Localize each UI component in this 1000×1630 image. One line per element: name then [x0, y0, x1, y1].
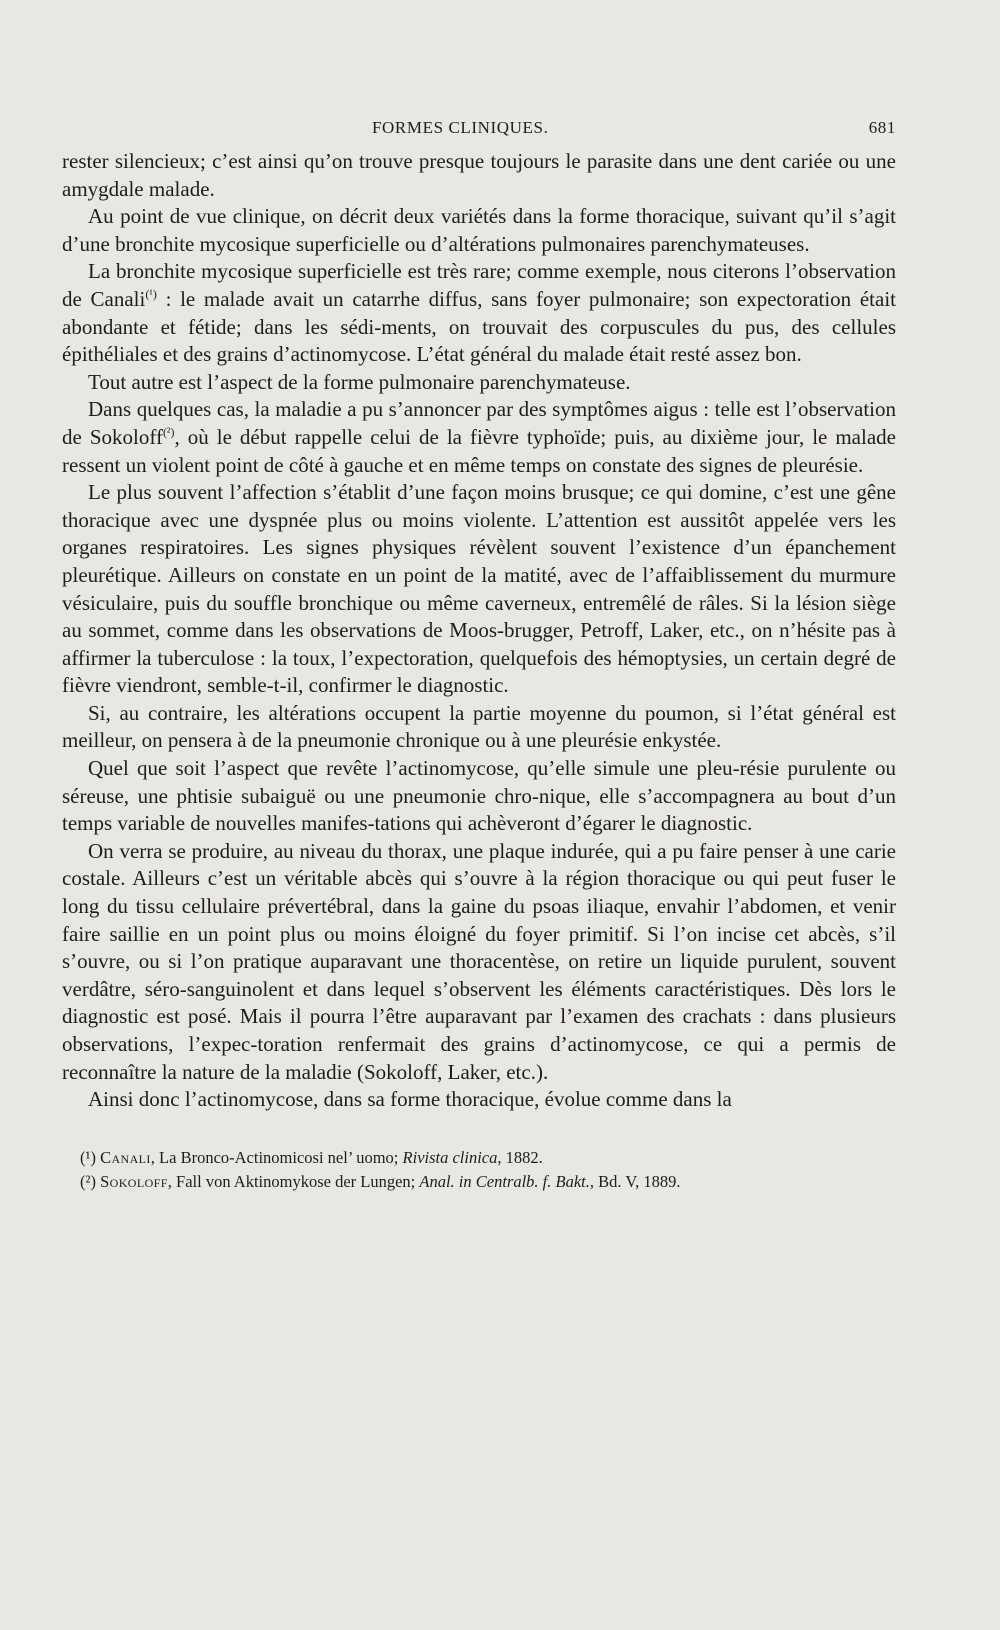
paragraph — [62, 396, 896, 479]
paragraph: Si, au contraire, les altérations occupent la partie moyenne du poumon, si l’état général est meilleur, on pensera à de la pneumonie chronique ou à une pleurésie enkystée. — [62, 700, 896, 753]
footnote-source: Rivista clinica — [402, 1147, 498, 1167]
footnote-ref[interactable]: (¹) — [145, 286, 157, 301]
page-number: 681 — [868, 118, 896, 137]
paragraph-text: La bronchite mycosique superficielle est très rare; comme exemple, nous citerons l’observation de Canali — [62, 259, 896, 311]
footnote-text: , Fall von Aktinomykose der Lungen; — [167, 1171, 420, 1191]
footnote-ref[interactable]: (²) — [162, 424, 175, 439]
running-title: FORMES CLINIQUES. — [372, 118, 549, 137]
running-header — [62, 118, 896, 148]
footnote — [80, 1170, 896, 1194]
footnote-author: Sokoloff — [100, 1171, 168, 1191]
footnote-author: Canali — [100, 1147, 151, 1167]
paragraph: Au point de vue clinique, on décrit deux variétés dans la forme thoracique, suivant qu’il s’agit d’une bronchite mycosique superficielle ou d’altérations pulmonaires parenchymateuses. — [62, 204, 896, 256]
footnote-mark: (¹) — [80, 1147, 96, 1167]
paragraph: On verra se produire, au niveau du thorax, une plaque indurée, qui a pu faire penser à une carie costale. Ailleurs c’est un véritable abcès qui s’ouvre à la région thoracique ou qui peut fuser le long du tissu cellulaire prévertébral, dans la gaine du psoas iliaque, envahir l’abdomen, et venir faire saillie en un point plus ou moins éloigné du foyer primitif. Si l’on incise cet abcès, s’il s’ouvre, ou si l’on pratique auparavant une thoracentèse, on retire un liquide purulent, souvent verdâtre, séro-sanguinolent et dans lequel s’observent les éléments caractéristiques. Dès lors le diagnostic est posé. Mais il pourra l’être auparavant par l’examen des crachats : dans plusieurs observations, l’expec-toration renfermait des grains d’actinomycose, ce qui a permis de reconnaître la nature de la maladie (Sokoloff, Laker, etc.). — [62, 838, 896, 1084]
footnote-tail: , 1882. — [497, 1147, 543, 1167]
paragraph: Tout autre est l’aspect de la forme pulmonaire parenchymateuse. — [88, 369, 631, 394]
paragraph-text: Dans quelques cas, la maladie a pu s’annoncer par des symptômes aigus : telle est l’observation de Sokoloff — [62, 397, 896, 449]
main-text — [62, 148, 896, 1114]
paragraph: Quel que soit l’aspect que revête l’actinomycose, qu’elle simule une pleu-résie purulente ou séreuse, une phtisie subaiguë ou une pneumonie chro-nique, elle s’accompagnera au bout d’un temps variable de nouvelles manifes-tations qui achèveront d’égarer le diagnostic. — [62, 756, 896, 836]
paragraph-text: : le malade avait un catarrhe diffus, sans foyer pulmonaire; son expectoration était abondante et fétide; dans les sédi-ments, on trouvait des corpuscules du pus, des cellules épithéliales et des grains d’actinomycose. L’état général du malade était resté assez bon. — [62, 286, 896, 367]
footnote-source: Anal. in Centralb. f. Bakt. — [419, 1171, 590, 1191]
footnote — [80, 1146, 896, 1170]
footnotes — [62, 1146, 896, 1194]
footnote-mark: (²) — [80, 1171, 96, 1191]
paragraph: rester silencieux; c’est ainsi qu’on trouve presque toujours le parasite dans une dent cariée ou une amygdale malade. — [62, 149, 896, 201]
paragraph: Ainsi donc l’actinomycose, dans sa forme thoracique, évolue comme dans la — [88, 1087, 732, 1112]
footnote-tail: , Bd. V, 1889. — [589, 1171, 681, 1191]
paragraph-text: , où le début rappelle celui de la fièvre typhoïde; puis, au dixième jour, le malade ressent un violent point de côté à gauche et en même temps on constate des signes de pleurésie. — [62, 424, 896, 477]
paragraph — [62, 258, 896, 368]
footnote-text: , La Bronco-Actinomicosi nel’ uomo; — [150, 1147, 403, 1167]
paragraph: Le plus souvent l’affection s’établit d’une façon moins brusque; ce qui domine, c’est une gêne thoracique avec une dyspnée plus ou moins violente. L’attention est aussitôt appelée vers les organes respiratoires. Les signes physiques révèlent souvent l’existence d’un épanchement pleurétique. Ailleurs on constate en un point de la matité, avec de l’affaiblissement du murmure vésiculaire, puis du souffle bronchique ou même caverneux, entremêlé de râles. Si la lésion siège au sommet, comme dans les observations de Moos-brugger, Petroff, Laker, etc., on n’hésite pas à affirmer la tuberculose : la toux, l’expectoration, quelquefois des hémoptysies, un certain degré de fièvre viendront, semble-t-il, confirmer le diagnostic. — [62, 480, 896, 698]
